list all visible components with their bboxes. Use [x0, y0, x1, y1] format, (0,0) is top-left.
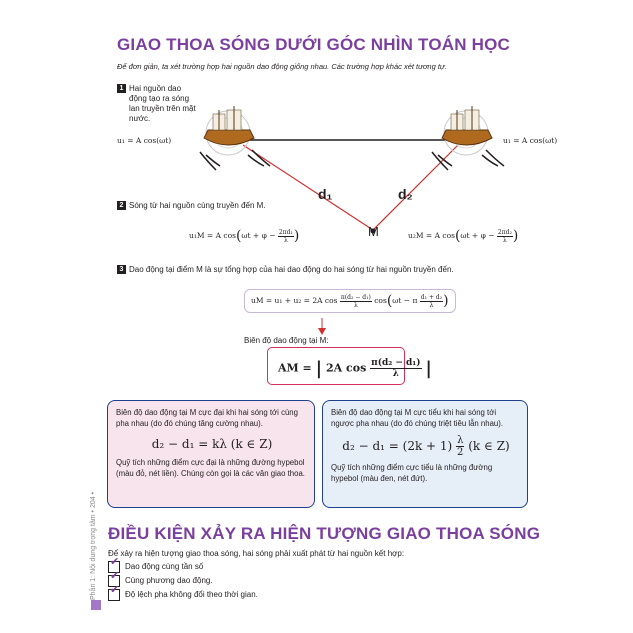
down-arrow-icon — [317, 318, 327, 336]
page-badge — [91, 600, 101, 610]
section-title: ĐIỀU KIỆN XẢY RA HIỆN TƯỢNG GIAO THOA SÓNG — [108, 524, 541, 543]
checkbox-icon — [108, 589, 120, 601]
step-2 — [117, 201, 266, 211]
step-text: Sóng từ hai nguồn cùng truyền đến M. — [129, 201, 266, 210]
um-formula: uM = u₁ + u₂ = 2A cos $\frac{\text{π(d₂ − d₁)}}{\lambda}$ cos(ωt − π $\frac{\text{d₁ + d₂}}{\lambda}$ ) — [244, 289, 456, 313]
step-number: 1 — [117, 84, 126, 93]
u1m-formula: u₁M = A cos(ωt + φ − $\frac{\text{2πd₁}}{\lambda}$ ) — [189, 228, 300, 244]
card-text: Biên độ dao động tại M cực đại khi hai sóng tới cùng pha nhau (do đó chúng tăng cường nhau). — [116, 408, 298, 428]
amplitude-coef: 2A cos — [326, 361, 367, 375]
step-number: 2 — [117, 201, 126, 210]
card-text: Biên độ dao động tại M cực tiểu khi hai sóng tới ngược pha nhau (do đó chúng triệt tiêu lẫn nhau). — [331, 408, 504, 428]
step-text: Dao động tại điểm M là sự tổng hợp của hai dao động do hai sóng từ hai nguồn truyền đến. — [129, 265, 454, 274]
page-sidebar: Phần 1: Nội dung trọng tâm • 204 • — [90, 491, 97, 600]
card-formula: d₂ − d₁ = kλ (k ∈ Z) — [151, 437, 273, 451]
d2-label: d₂ — [398, 186, 413, 202]
condition-item: ✔Độ lệch pha không đổi theo thời gian. — [108, 589, 258, 601]
intro-text: Để đơn giản, ta xét trường hợp hai nguồn dao động giống nhau. Các trường hợp khác xét tương tự. — [117, 62, 447, 71]
u2m-formula: u₂M = A cos(ωt + φ − $\frac{\text{2πd₂}}{\lambda}$ ) — [408, 228, 519, 244]
amplitude-lhs: AM = — [278, 361, 312, 375]
step-text: Hai nguồn dao động tạo ra sóng lan truyền trên mặt nước. — [129, 84, 196, 123]
condition-item: ✔Dao động cùng tần số — [108, 561, 203, 573]
m-label: M — [368, 224, 379, 239]
step-3 — [117, 265, 454, 275]
step-number: 3 — [117, 265, 126, 274]
card-text: Quỹ tích những điểm cực đại là những đường hypebol (màu đỏ, nét liền). Chúng còn gọi là các vân giao thoa. — [116, 458, 305, 478]
amplitude-label: Biên độ dao động tại M: — [244, 336, 329, 345]
conditions-intro: Để xảy ra hiện tượng giao thoa sóng, hai sóng phải xuất phát từ hai nguồn kết hợp: — [108, 549, 405, 558]
d1-line — [243, 145, 373, 230]
boat-left-icon — [200, 106, 270, 170]
condition-item: ✔Cùng phương dao động. — [108, 575, 213, 587]
d1-label: d₁ — [318, 186, 333, 202]
card-formula: d₂ − d₁ = (2k + 1) $\frac{\lambda}{2}$ (k ∈ Z) — [342, 435, 510, 458]
u1-left-formula: u₁ = A cos(ωt) — [117, 136, 172, 145]
page-title: GIAO THOA SÓNG DƯỚI GÓC NHÌN TOÁN HỌC — [117, 35, 511, 54]
amplitude-box: AM = | 2A cos $\frac{\text{π(d₂ − d₁)}}{\lambda}$ | — [267, 347, 405, 385]
card-minimum — [322, 400, 528, 508]
card-maximum — [107, 400, 315, 508]
u1-right-formula: u₁ = A cos(ωt) — [503, 136, 558, 145]
card-text: Quỹ tích những điểm cực tiểu là những đường hypebol (màu đen, nét đứt). — [331, 463, 493, 483]
d2-line — [373, 145, 458, 230]
